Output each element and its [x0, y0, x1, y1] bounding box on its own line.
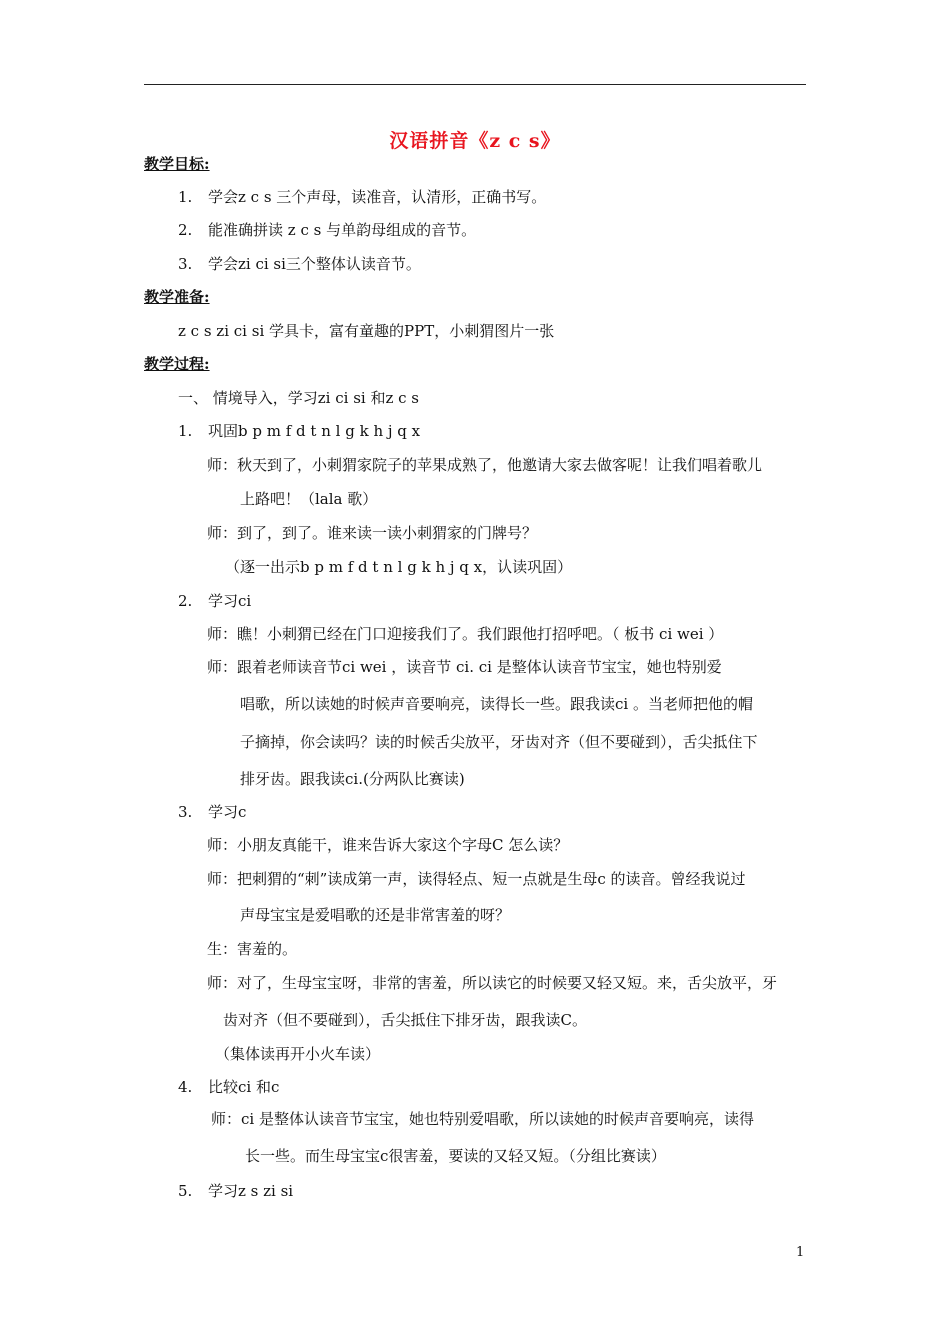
step-1-line-3: 师：到了，到了。谁来读一读小刺猬家的门牌号？ [207, 524, 538, 542]
step-2-line-5: 排牙齿。跟我读ci.(分两队比赛读) [240, 770, 465, 788]
step-3-line-3: 声母宝宝是爱唱歌的还是非常害羞的呀？ [240, 906, 511, 924]
step-1-line-4: （逐一出示b p m f d t n l g k h j q x，认读巩固） [225, 558, 573, 576]
step-4-line-1: 师：ci 是整体认读音节宝宝，她也特别爱唱歌，所以读她的时候声音要响亮，读得 [211, 1110, 754, 1128]
page-title: 汉语拼音《z c s》 [389, 130, 561, 152]
step-4-line-2: 长一些。而生母宝宝c很害羞，要读的又轻又短。（分组比赛读） [245, 1147, 666, 1165]
goal-num: 2. [178, 221, 193, 239]
step-text: 比较ci 和c [208, 1078, 280, 1096]
step-num: 2. [178, 592, 193, 610]
step-2-line-3: 唱歌，所以读她的时候声音要响亮，读得长一些。跟我读ci 。当老师把他的帽 [240, 695, 753, 713]
step-3-line-1: 师：小朋友真能干，谁来告诉大家这个字母C 怎么读？ [207, 836, 569, 854]
goal-num: 3. [178, 255, 193, 273]
page-number: 1 [796, 1245, 805, 1260]
step-text: 学习z s zi si [208, 1182, 294, 1200]
step-3-line-7: （集体读再开小火车读） [215, 1045, 381, 1063]
step-num: 3. [178, 803, 193, 821]
step-3-line-5: 师：对了，生母宝宝呀，非常的害羞，所以读它的时候要又轻又短。来，舌尖放平，牙 [207, 974, 778, 992]
step-3-line-2: 师：把刺猬的“刺”读成第一声，读得轻点、短一点就是生母c 的读音。曾经我说过 [207, 870, 746, 888]
step-5-title [178, 1180, 293, 1201]
step-3-line-4: 生：害羞的。 [207, 940, 298, 958]
process-heading: 教学过程: [144, 355, 210, 373]
step-4-title [178, 1076, 279, 1097]
goals-heading: 教学目标: [144, 155, 210, 173]
goal-text: 学会z c s 三个声母，读准音，认清形，正确书写。 [208, 188, 547, 206]
step-2-line-4: 子摘掉，你会读吗？读的时候舌尖放平，牙齿对齐（但不要碰到），舌尖抵住下 [240, 733, 758, 751]
goal-text: 能准确拼读 z c s 与单韵母组成的音节。 [208, 221, 477, 239]
step-num: 4. [178, 1078, 193, 1096]
step-num: 1. [178, 422, 193, 440]
header-rule [144, 84, 806, 85]
step-3-line-6: 齿对齐（但不要碰到），舌尖抵住下排牙齿，跟我读C。 [223, 1011, 587, 1029]
step-2-line-2: 师：跟着老师读音节ci wei ，读音节 ci. ci 是整体认读音节宝宝，她也特别爱 [207, 658, 722, 676]
goal-text: 学会zi ci si三个整体认读音节。 [208, 255, 421, 273]
goal-num: 1. [178, 188, 193, 206]
section-1-title: 一、 情境导入，学习zi ci si 和z c s [178, 389, 420, 407]
goal-item-3 [178, 253, 421, 274]
step-text: 巩固b p m f d t n l g k h j q x [208, 422, 421, 440]
step-text: 学习c [208, 803, 247, 821]
goal-item-1 [178, 186, 546, 207]
step-1-title [178, 420, 420, 441]
step-2-line-1: 师：瞧！小刺猬已经在门口迎接我们了。我们跟他打招呼吧。（ 板书 ci wei ） [207, 625, 724, 643]
goal-item-2 [178, 219, 476, 240]
prep-heading: 教学准备: [144, 288, 210, 306]
prep-text: z c s zi ci si 学具卡，富有童趣的PPT，小刺猬图片一张 [178, 322, 555, 340]
step-3-title [178, 801, 246, 822]
step-num: 5. [178, 1182, 193, 1200]
step-text: 学习ci [208, 592, 252, 610]
step-2-title [178, 590, 251, 611]
step-1-line-2: 上路吧！（lala 歌） [240, 490, 378, 508]
step-1-line-1: 师：秋天到了，小刺猬家院子的苹果成熟了，他邀请大家去做客呢！让我们唱着歌儿 [207, 456, 763, 474]
